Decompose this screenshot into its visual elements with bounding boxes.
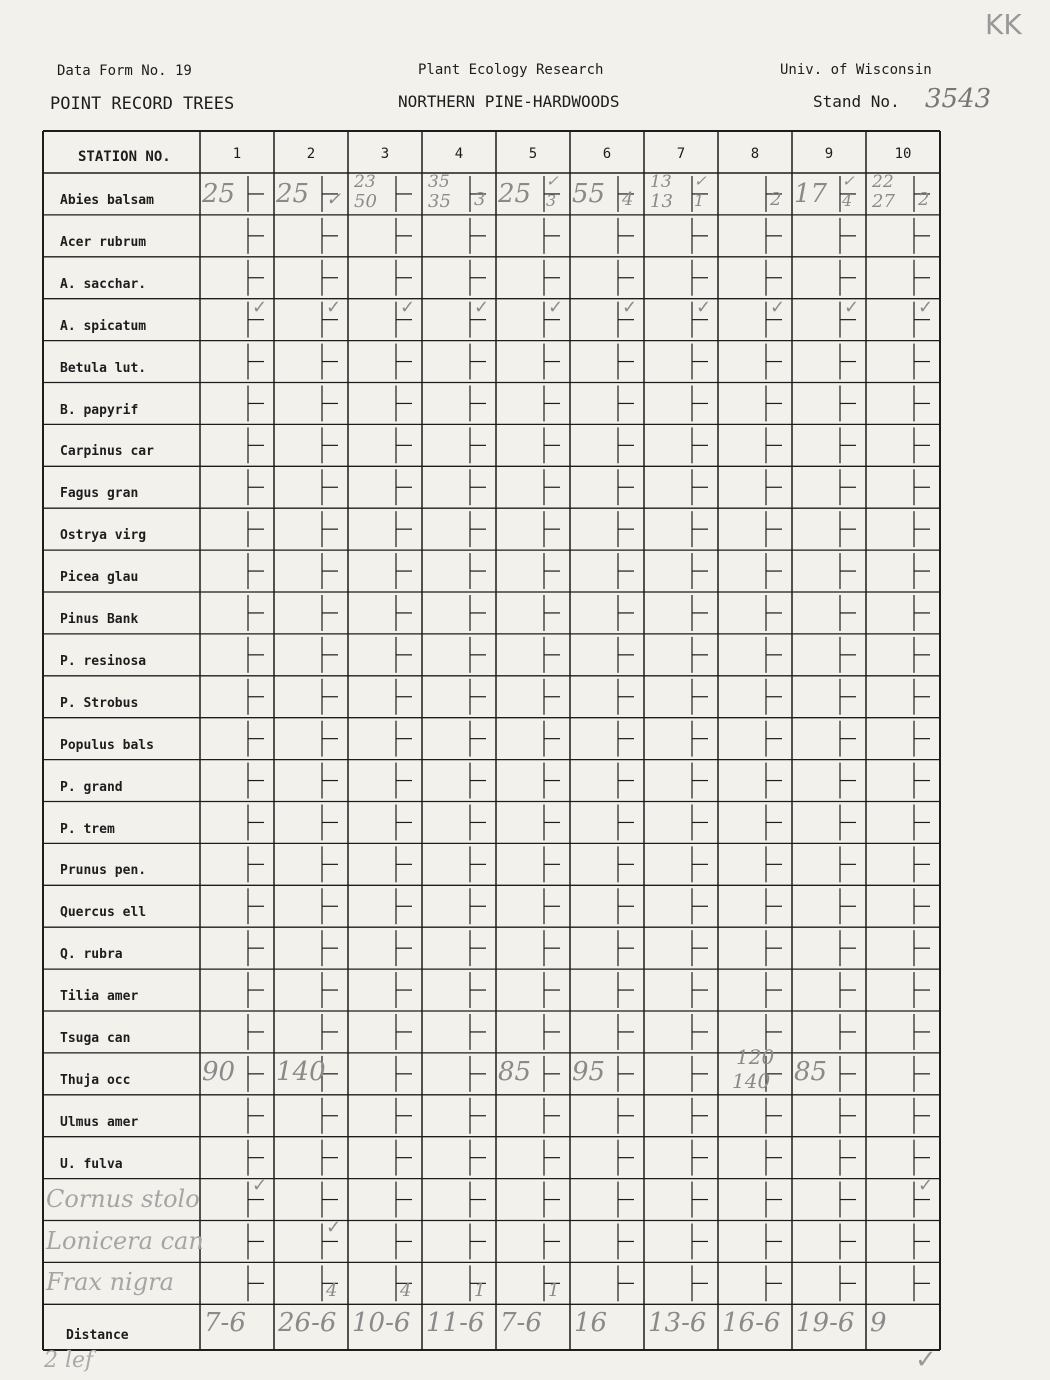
distance-label: Distance bbox=[66, 1328, 129, 1343]
check-icon: ✓ bbox=[918, 296, 934, 318]
station-number: 10 bbox=[894, 146, 912, 162]
station-number: 4 bbox=[454, 146, 464, 162]
abies-value: 35 bbox=[428, 172, 450, 192]
distance-value: 9 bbox=[870, 1308, 887, 1339]
station-number: 5 bbox=[528, 146, 538, 162]
species-label: Q. rubra bbox=[60, 947, 123, 963]
station-number: 2 bbox=[306, 146, 316, 162]
thuja-value: 140 bbox=[276, 1056, 326, 1087]
check-icon: ✓ bbox=[400, 296, 416, 318]
species-label: Fagus gran bbox=[60, 486, 139, 502]
check-icon: ✓ bbox=[326, 296, 342, 318]
check-icon: ✓ bbox=[252, 296, 268, 318]
organization: Plant Ecology Research bbox=[418, 62, 604, 78]
thuja-value: 95 bbox=[572, 1056, 606, 1087]
species-label: P. resinosa bbox=[60, 653, 147, 669]
species-label: A. sacchar. bbox=[60, 276, 147, 292]
form-subtitle: NORTHERN PINE-HARDWOODS bbox=[398, 92, 620, 111]
check-icon: ✓ bbox=[844, 296, 860, 318]
check-icon: ✓ bbox=[252, 1174, 268, 1196]
handwritten-species-label: Lonicera can bbox=[46, 1226, 204, 1255]
species-label: Picea glau bbox=[60, 570, 139, 586]
distance-value: 16-6 bbox=[722, 1308, 781, 1339]
abies-side: 3 bbox=[546, 191, 557, 210]
form-number: Data Form No. 19 bbox=[57, 63, 192, 79]
abies-value: 25 bbox=[202, 179, 236, 209]
footer-check-icon: ✓ bbox=[915, 1345, 937, 1375]
station-number: 3 bbox=[380, 146, 390, 162]
species-label: Carpinus car bbox=[60, 444, 154, 460]
species-label: B. papyrif bbox=[60, 402, 139, 418]
station-number: 1 bbox=[232, 146, 242, 162]
frax-value: 1 bbox=[548, 1280, 560, 1302]
species-label: Tilia amer bbox=[60, 989, 139, 1005]
species-label: P. grand bbox=[60, 779, 123, 795]
check-icon: ✓ bbox=[326, 1216, 342, 1238]
abies-value: 55 bbox=[572, 179, 606, 209]
check-icon: ✓ bbox=[622, 296, 638, 318]
frax-value: 1 bbox=[474, 1280, 486, 1302]
distance-value: 16 bbox=[574, 1308, 608, 1339]
species-label: Pinus Bank bbox=[60, 612, 139, 627]
check-icon: ✓ bbox=[770, 296, 786, 318]
abies-value: 23 bbox=[354, 172, 376, 192]
abies-side: 1 bbox=[694, 191, 705, 210]
station-number: 8 bbox=[750, 146, 760, 162]
handwritten-species-label: Frax nigra bbox=[46, 1268, 174, 1297]
thuja-value: 140 bbox=[732, 1068, 771, 1093]
abies-value: 25 bbox=[276, 179, 310, 209]
abies-value: 27 bbox=[872, 191, 895, 212]
check-icon: ✓ bbox=[918, 1174, 934, 1196]
species-label: Betula lut. bbox=[60, 360, 147, 376]
thuja-value: 120 bbox=[736, 1044, 775, 1069]
check-icon: ✓ bbox=[696, 296, 712, 318]
distance-value: 7-6 bbox=[204, 1308, 246, 1339]
abies-side: 3 bbox=[474, 189, 486, 210]
thuja-value: 85 bbox=[498, 1056, 532, 1087]
abies-value: 50 bbox=[354, 191, 377, 212]
abies-side: 4 bbox=[842, 191, 853, 210]
frax-value: 4 bbox=[326, 1280, 338, 1302]
distance-value: 7-6 bbox=[500, 1308, 542, 1339]
distance-value: 19-6 bbox=[796, 1308, 855, 1339]
abies-value: 22 bbox=[872, 172, 894, 192]
species-label: P. trem bbox=[60, 821, 115, 837]
abies-value: 13 bbox=[650, 191, 673, 212]
species-label: Tsuga can bbox=[60, 1031, 131, 1046]
abies-side: 2 bbox=[918, 189, 930, 210]
abies-side: ✓ bbox=[546, 172, 559, 190]
handwritten-species-label: Cornus stolo bbox=[46, 1184, 200, 1213]
species-label: Acer rubrum bbox=[60, 234, 147, 250]
distance-value: 26-6 bbox=[278, 1308, 337, 1339]
station-number: 9 bbox=[824, 146, 834, 162]
distance-value: 11-6 bbox=[426, 1308, 485, 1339]
species-label: Prunus pen. bbox=[60, 863, 147, 879]
abies-value: 13 bbox=[650, 172, 672, 192]
thuja-value: 90 bbox=[202, 1056, 236, 1087]
abies-side: ✓ bbox=[842, 172, 855, 190]
station-number: 6 bbox=[602, 146, 612, 162]
thuja-value: 85 bbox=[794, 1056, 828, 1087]
species-label: Populus bals bbox=[60, 737, 154, 753]
species-label: Thuja occ bbox=[60, 1072, 131, 1088]
species-label: Quercus ell bbox=[60, 905, 147, 921]
species-label: U. fulva bbox=[60, 1156, 123, 1172]
distance-value: 13-6 bbox=[648, 1308, 707, 1339]
species-label: Ostrya virg bbox=[60, 528, 147, 544]
abies-side: ✓ bbox=[326, 189, 342, 210]
check-icon: ✓ bbox=[548, 296, 564, 318]
species-label: A. spicatum bbox=[60, 318, 147, 334]
check-icon: ✓ bbox=[474, 296, 490, 318]
station-header: STATION NO. bbox=[78, 149, 171, 165]
abies-side: 4 bbox=[622, 189, 634, 210]
corner-mark: KK bbox=[985, 8, 1022, 41]
distance-value: 10-6 bbox=[352, 1308, 411, 1339]
footer-note: 2 lef bbox=[44, 1348, 94, 1373]
abies-side: 2 bbox=[770, 189, 782, 210]
stand-number: 3543 bbox=[925, 84, 992, 114]
form-title: POINT RECORD TREES bbox=[50, 94, 235, 114]
stand-label: Stand No. bbox=[813, 92, 900, 111]
abies-value: 17 bbox=[794, 179, 828, 209]
university: Univ. of Wisconsin bbox=[780, 62, 932, 78]
species-label: P. Strobus bbox=[60, 695, 139, 711]
abies-value: 35 bbox=[428, 191, 451, 212]
species-label: Ulmus amer bbox=[60, 1114, 139, 1130]
frax-value: 4 bbox=[400, 1280, 412, 1302]
abies-side: ✓ bbox=[694, 172, 707, 190]
abies-value: 25 bbox=[498, 179, 532, 209]
station-number: 7 bbox=[676, 146, 686, 162]
species-label: Abies balsam bbox=[60, 193, 154, 208]
